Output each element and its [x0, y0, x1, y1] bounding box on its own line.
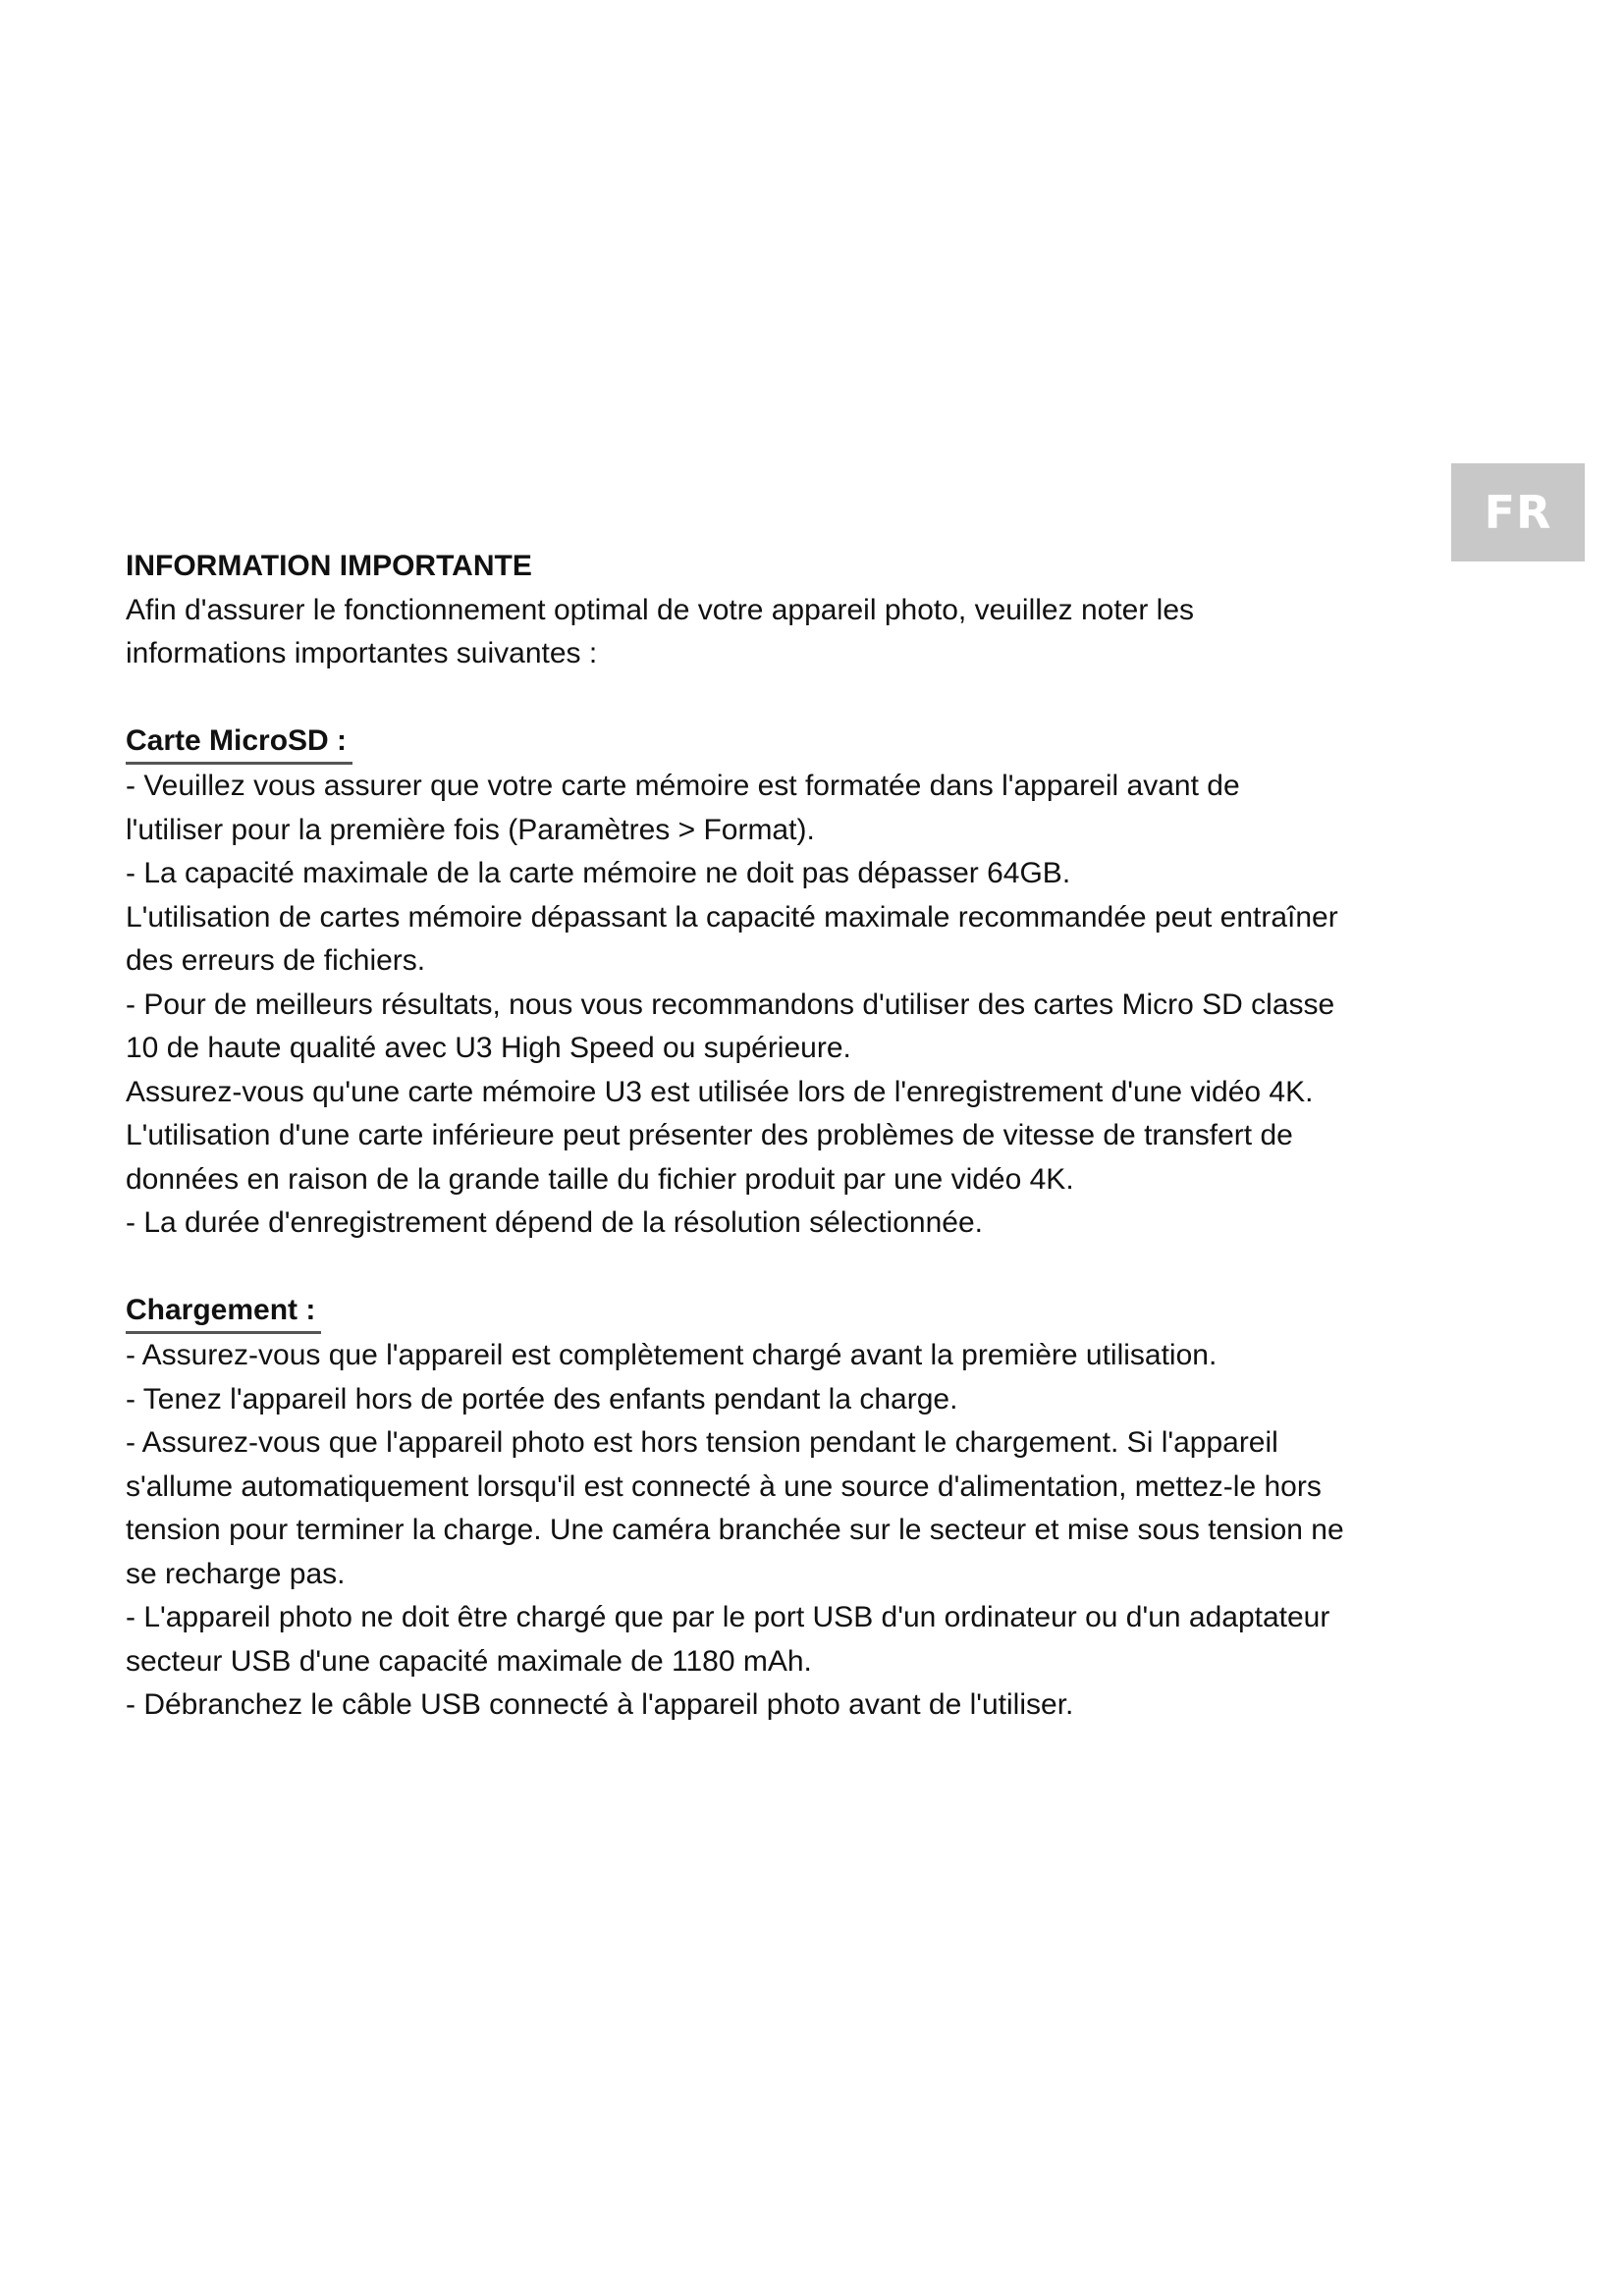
microsd-line: - La durée d'enregistrement dépend de la résolution sélectionnée.	[126, 1206, 983, 1239]
charging-line: secteur USB d'une capacité maximale de 1180 mAh.	[126, 1644, 812, 1678]
page-title: INFORMATION IMPORTANTE	[126, 550, 532, 582]
charging-section	[126, 1289, 1481, 1728]
charging-line: tension pour terminer la charge. Une caméra branchée sur le secteur et mise sous tension ne	[126, 1514, 1344, 1546]
charging-heading: Chargement :	[126, 1291, 321, 1334]
intro-line: Afin d'assurer le fonctionnement optimal de votre appareil photo, veuillez noter les	[126, 593, 1195, 626]
microsd-line: - Pour de meilleurs résultats, nous vous recommandons d'utiliser des cartes Micro SD classe	[126, 988, 1335, 1021]
microsd-line: - Veuillez vous assurer que votre carte mémoire est formatée dans l'appareil avant de	[126, 770, 1240, 802]
charging-line: - Assurez-vous que l'appareil photo est hors tension pendant le chargement. Si l'appareil	[126, 1426, 1278, 1459]
charging-line: - Débranchez le câble USB connecté à l'appareil photo avant de l'utiliser.	[126, 1688, 1074, 1721]
microsd-heading: Carte MicroSD :	[126, 721, 352, 765]
microsd-line: des erreurs de fichiers.	[126, 944, 426, 977]
document-body	[126, 545, 1481, 1728]
intro-line: informations importantes suivantes :	[126, 637, 598, 669]
charging-line: - L'appareil photo ne doit être chargé que par le port USB d'un ordinateur ou d'un adaptateur	[126, 1601, 1330, 1633]
microsd-line: 10 de haute qualité avec U3 High Speed ou supérieure.	[126, 1032, 851, 1064]
charging-line: - Tenez l'appareil hors de portée des enfants pendant la charge.	[126, 1382, 958, 1415]
charging-line: - Assurez-vous que l'appareil est complètement chargé avant la première utilisation.	[126, 1339, 1218, 1371]
spacer	[126, 676, 1481, 721]
microsd-line: données en raison de la grande taille du fichier produit par une vidéo 4K.	[126, 1162, 1074, 1196]
microsd-line: L'utilisation d'une carte inférieure peut présenter des problèmes de vitesse de transfert de	[126, 1119, 1293, 1151]
charging-line: s'allume automatiquement lorsqu'il est connecté à une source d'alimentation, mettez-le hors	[126, 1469, 1322, 1503]
microsd-line: l'utiliser pour la première fois (Paramètres > Format).	[126, 813, 815, 846]
microsd-line: Assurez-vous qu'une carte mémoire U3 est utilisée lors de l'enregistrement d'une vidéo 4K.	[126, 1075, 1314, 1108]
microsd-section	[126, 720, 1481, 1246]
microsd-line: L'utilisation de cartes mémoire dépassant la capacité maximale recommandée peut entraîner	[126, 900, 1338, 934]
microsd-line: - La capacité maximale de la carte mémoire ne doit pas dépasser 64GB.	[126, 857, 1071, 889]
language-tab-fr: FR	[1451, 463, 1585, 561]
spacer	[126, 1246, 1481, 1290]
charging-line: se recharge pas.	[126, 1557, 346, 1590]
